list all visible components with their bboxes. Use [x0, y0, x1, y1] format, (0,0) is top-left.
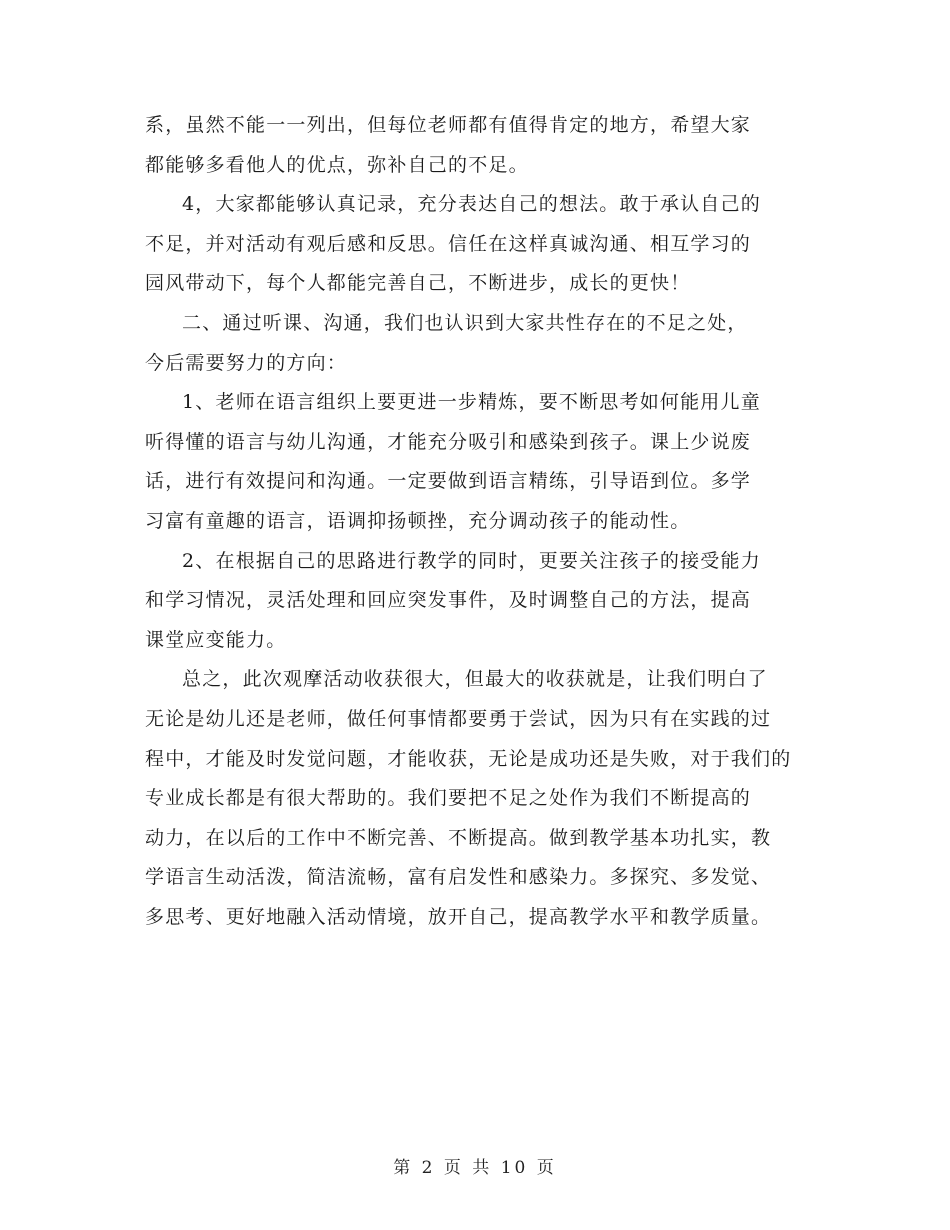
text-line: 系，虽然不能一一列出，但每位老师都有值得肯定的地方，希望大家: [145, 114, 752, 136]
text-line: 总之，此次观摩活动收获很大，但最大的收获就是，让我们明白了: [182, 668, 768, 691]
text-line: 话，进行有效提问和沟通。一定要做到语言精练，引导语到位。多学: [145, 470, 752, 493]
text-line: 二、通过听课、沟通，我们也认识到大家共性存在的不足之处，: [182, 311, 748, 334]
page-footer: 第 2 页 共 10 页: [393, 1158, 557, 1178]
text-line: 专业成长都是有很大帮助的。我们要把不足之处作为我们不断提高的: [145, 787, 752, 810]
text-line: 听得懂的语言与幼儿沟通，才能充分吸引和感染到孩子。课上少说废: [145, 430, 752, 453]
text-line: 程中，才能及时发觉问题，才能收获，无论是成功还是失败，对于我们的: [145, 747, 792, 770]
text-line: 习富有童趣的语言，语调抑扬顿挫，充分调动孩子的能动性。: [145, 509, 691, 532]
document-body: [145, 106, 815, 937]
text-line: 无论是幼儿还是老师，做任何事情都要勇于尝试，因为只有在实践的过: [145, 707, 772, 730]
text-line: 园风带动下，每个人都能完善自己，不断进步，成长的更快！: [145, 272, 691, 295]
text-line: 1、老师在语言组织上要更进一步精炼，要不断思考如何能用儿童: [182, 391, 761, 414]
text-line: 动力，在以后的工作中不断完善、不断提高。做到教学基本功扎实，教: [145, 826, 772, 849]
text-line: 学语言生动活泼，简洁流畅，富有启发性和感染力。多探究、多发觉、: [145, 866, 772, 889]
text-line: 课堂应变能力。: [145, 628, 287, 651]
text-line: 4，大家都能够认真记录，充分表达自己的想法。敢于承认自己的: [182, 193, 761, 216]
text-line: 不足，并对活动有观后感和反思。信任在这样真诚沟通、相互学习的: [145, 232, 752, 255]
text-line: 多思考、更好地融入活动情境，放开自己，提高教学水平和教学质量。: [145, 905, 772, 928]
text-line: 和学习情况，灵活处理和回应突发事件，及时调整自己的方法，提高: [145, 589, 752, 612]
text-line: 今后需要努力的方向：: [145, 351, 348, 374]
text-line: 都能够多看他人的优点，弥补自己的不足。: [145, 153, 529, 176]
text-line: 2、在根据自己的思路进行教学的同时，更要关注孩子的接受能力: [182, 549, 761, 572]
